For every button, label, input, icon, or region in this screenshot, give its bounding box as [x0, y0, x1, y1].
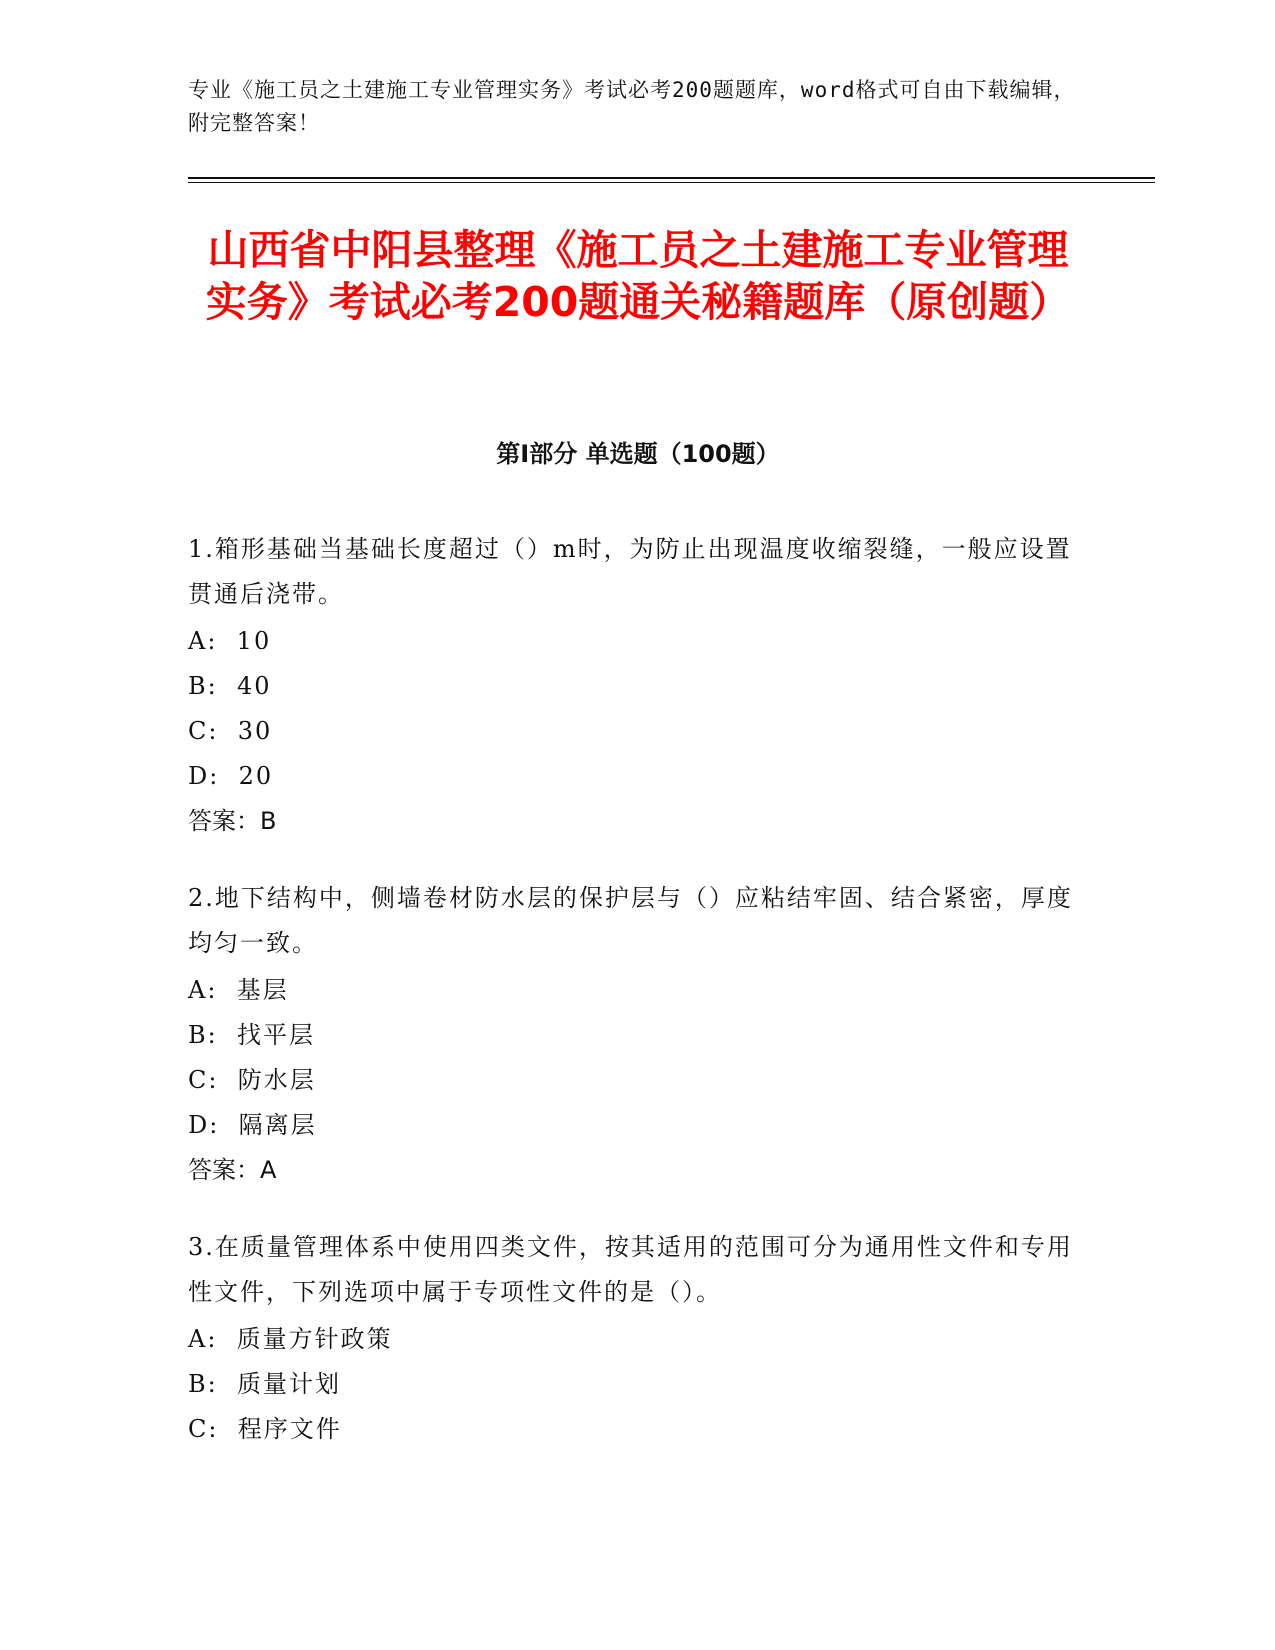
option-a: A: 10 [188, 627, 272, 655]
option-c: C: 程序文件 [188, 1415, 342, 1443]
question-stem: 1.箱形基础当基础长度超过（）m时，为防止出现温度收缩裂缝，一般应设置贯通后浇带。 [188, 535, 1072, 608]
question-stem: 2.地下结构中，侧墙卷材防水层的保护层与（）应粘结牢固、结合紧密，厚度均匀一致。 [188, 884, 1073, 957]
document-title: 山西省中阳县整理《施工员之土建施工专业管理实务》考试必考200题通关秘籍题库（原创题） [205, 226, 1071, 326]
question-list [188, 527, 1088, 1484]
question-stem: 3.在质量管理体系中使用四类文件，按其适用的范围可分为通用性文件和专用性文件，下列选项中属于专项性文件的是（）。 [188, 1233, 1073, 1306]
option-b: B: 质量计划 [188, 1370, 341, 1398]
option-c: C: 防水层 [188, 1066, 316, 1094]
header-note: 专业《施工员之土建施工专业管理实务》考试必考200题题库，word格式可自由下载编辑，附完整答案！ [188, 78, 1076, 135]
question-2 [188, 876, 1088, 1193]
option-a: A: 质量方针政策 [188, 1325, 393, 1353]
section-title: 第Ⅰ部分 单选题（100题） [496, 440, 780, 468]
header-divider [188, 177, 1155, 179]
header-divider-thin [188, 182, 1155, 183]
question-1 [188, 527, 1088, 844]
option-c: C: 30 [188, 717, 273, 745]
option-b: B: 40 [188, 672, 272, 700]
answer: 答案：B [188, 807, 277, 835]
answer: 答案：A [188, 1156, 277, 1184]
option-d: D: 20 [188, 762, 274, 790]
option-a: A: 基层 [188, 976, 289, 1004]
option-d: D: 隔离层 [188, 1111, 317, 1139]
option-b: B: 找平层 [188, 1021, 315, 1049]
question-3 [188, 1225, 1088, 1452]
